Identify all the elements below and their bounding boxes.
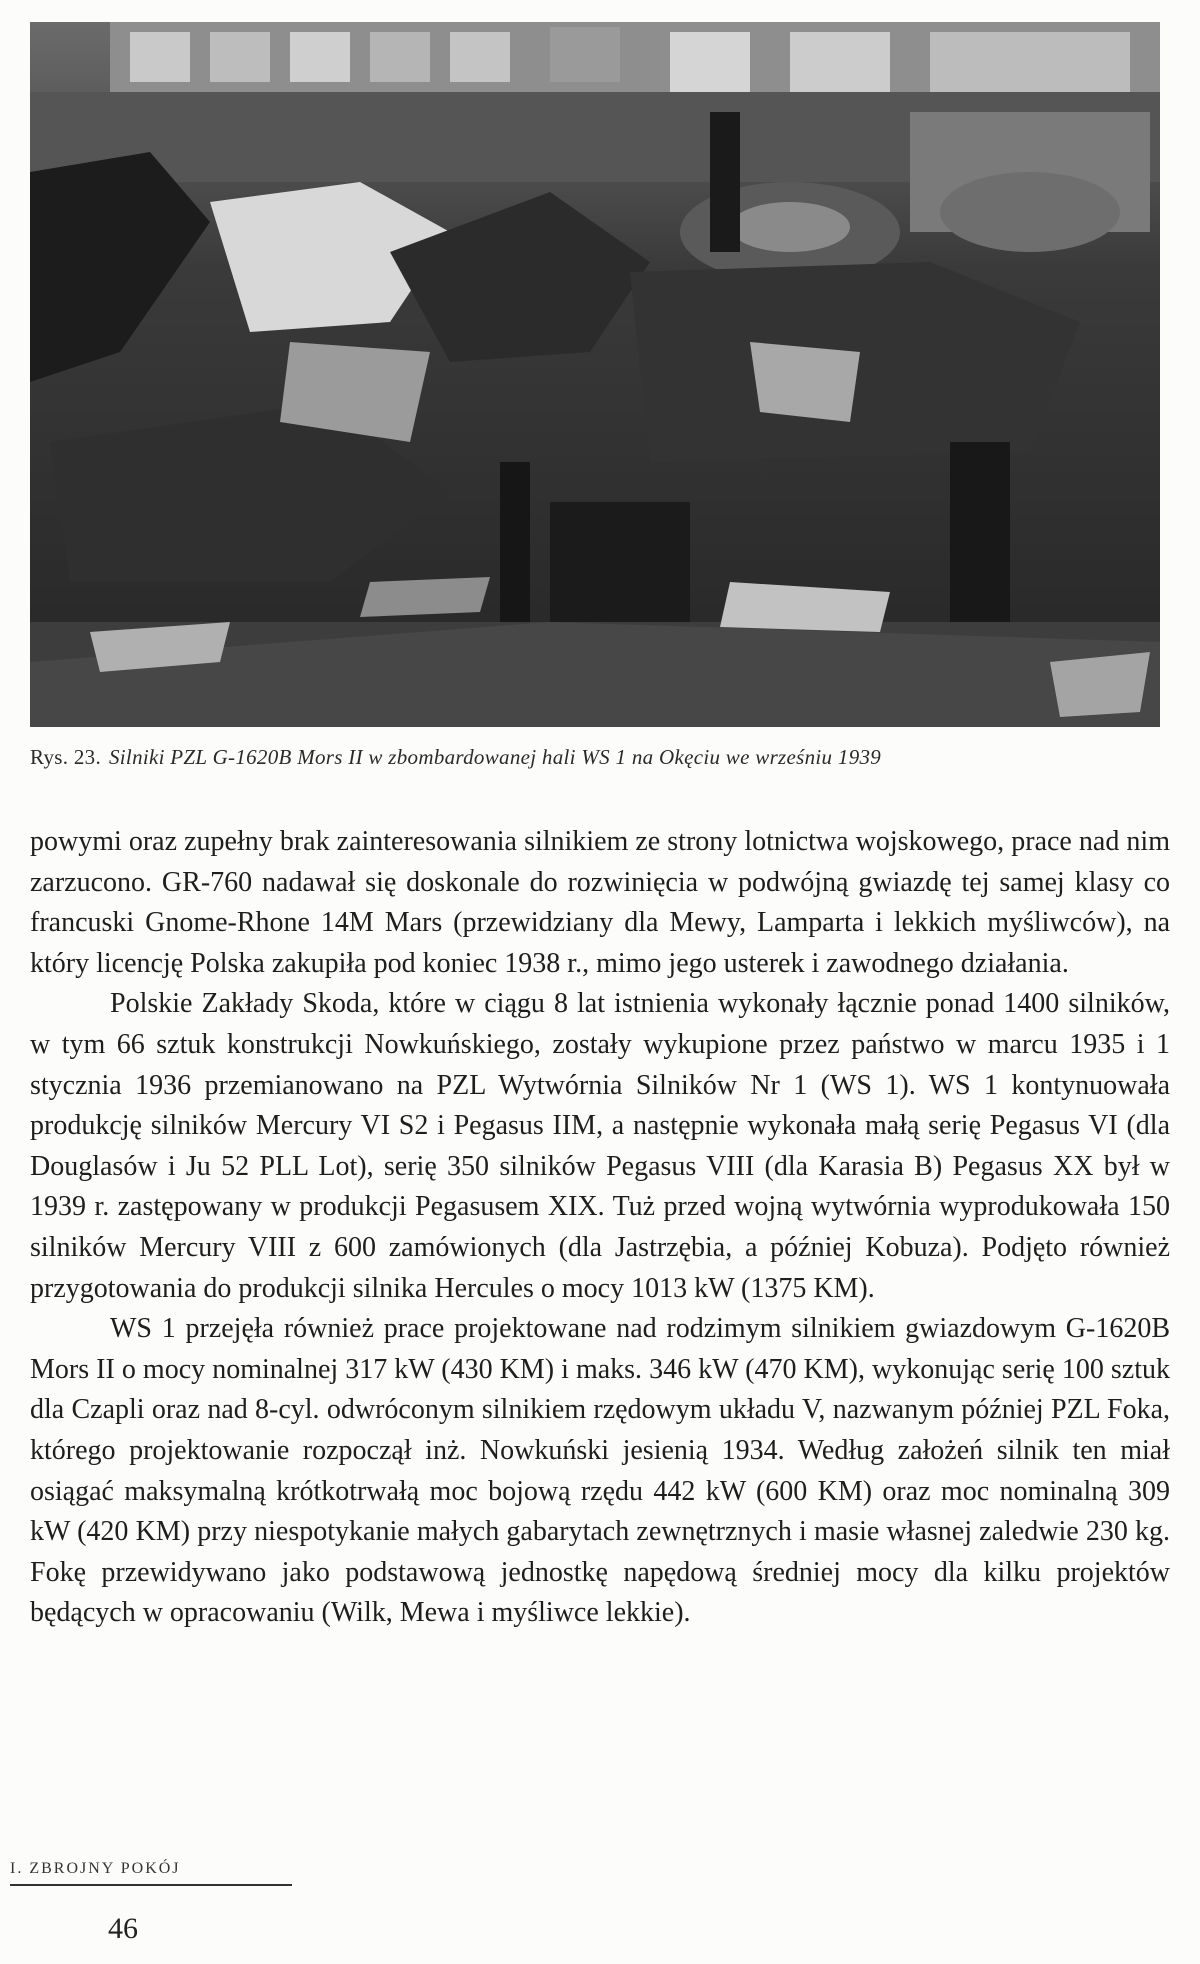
body-text [30, 822, 1170, 1634]
page-number: 46 [108, 1912, 138, 1945]
caption-label: Rys. 23. [30, 745, 101, 769]
figure-caption [30, 745, 1170, 770]
footer-divider [10, 1884, 292, 1886]
factory-photo [30, 22, 1160, 727]
caption-text: Silniki PZL G-1620B Mors II w zbombardowanej hali WS 1 na Okęciu we wrześniu 1939 [109, 745, 882, 769]
paragraph-2: Polskie Zakłady Skoda, które w ciągu 8 lat istnienia wykonały łącznie ponad 1400 silników, w tym 66 sztuk konstrukcji Nowkuńskiego, zostały wykupione przez państwo w marcu 1935 i 1 stycznia 1936 przemianowano na PZL Wytwórnia Silników Nr 1 (WS 1). WS 1 kontynuowała produkcję silników Mercury VI S2 i Pegasus IIM, a następnie wykonała małą serię Pegasus VI (dla Douglasów i Ju 52 PLL Lot), serię 350 silników Pegasus VIII (dla Karasia B) Pegasus XX był w 1939 r. zastępowany w produkcji Pegasusem XIX. Tuż przed wojną wytwórnia wyprodukowała 150 silników Mercury VIII z 600 zamówionych (dla Jastrzębia, a później Kobuza). Podjęto również przygotowania do produkcji silnika Hercules o mocy 1013 kW (1375 KM). [30, 988, 1170, 1304]
section-running-title: I. ZBROJNY POKÓJ [10, 1860, 181, 1877]
photo-image [30, 22, 1160, 727]
paragraph-1: powymi oraz zupełny brak zainteresowania silnikiem ze strony lotnictwa wojskowego, prace nad nim zarzucono. GR-760 nadawał się doskonale do rozwinięcia w podwójną gwiazdę tej samej klasy co francuski Gnome-Rhone 14M Mars (przewidziany dla Mewy, Lamparta i lekkich myśliwców), na który licencję Polska zakupiła pod koniec 1938 r., mimo jego usterek i zawodnego działania. [30, 826, 1170, 979]
paragraph-3: WS 1 przejęła również prace projektowane nad rodzimym silnikiem gwiazdowym G-1620B Mors II o mocy nominalnej 317 kW (430 KM) i maks. 346 kW (470 KM), wykonując serię 100 sztuk dla Czapli oraz nad 8-cyl. odwróconym silnikiem rzędowym układu V, nazwanym później PZL Foka, którego projektowanie rozpoczął inż. Nowkuński jesienią 1934. Według założeń silnik ten miał osiągać maksymalną krótkotrwałą moc bojową rzędu 442 kW (600 KM) oraz moc nominalną 309 kW (420 KM) przy niespotykanie małych gabarytach zewnętrznych i masie własnej zaledwie 230 kg. Fokę przewidywano jako podstawową jednostkę napędową średniej mocy dla kilku projektów będących w opracowaniu (Wilk, Mewa i myśliwce lekkie). [30, 1313, 1170, 1629]
